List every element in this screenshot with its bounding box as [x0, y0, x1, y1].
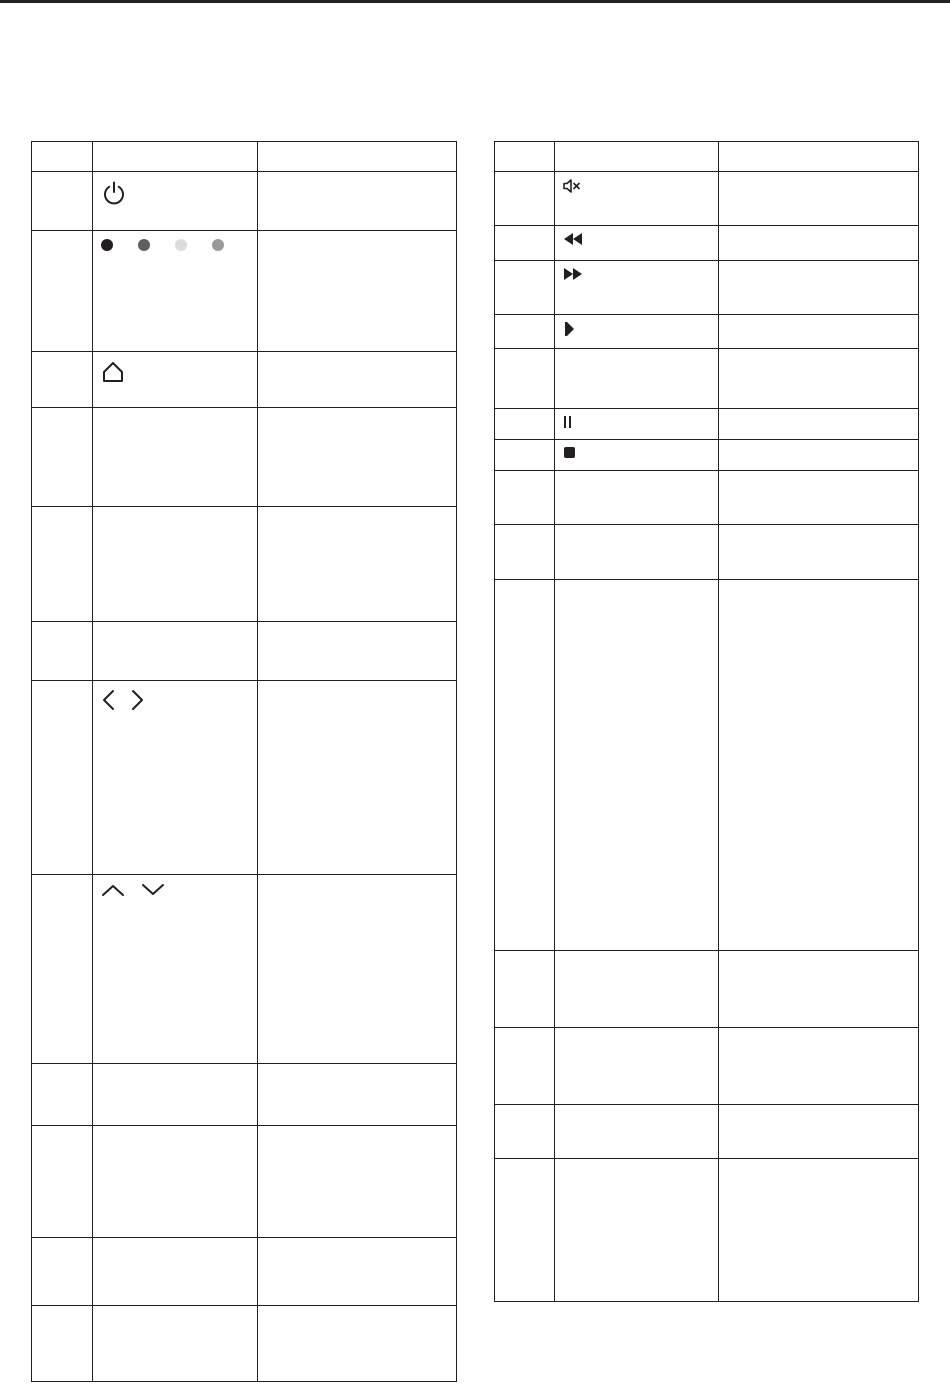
rewind-icon	[555, 226, 718, 246]
table-cell	[258, 172, 457, 231]
table-cell	[32, 622, 93, 681]
table-cell	[495, 142, 555, 172]
table-row	[495, 1105, 919, 1159]
table-cell	[32, 408, 93, 507]
table-cell	[719, 580, 919, 951]
table-cell	[93, 352, 258, 408]
table-cell	[93, 622, 258, 681]
home-icon	[93, 352, 257, 384]
table-cell	[32, 352, 93, 408]
table-cell	[258, 1064, 457, 1126]
table-cell	[93, 1064, 258, 1126]
table-cell	[32, 142, 93, 172]
table-row	[495, 261, 919, 315]
power-icon	[93, 172, 257, 206]
table-cell	[93, 142, 258, 172]
table-cell	[32, 1306, 93, 1382]
table-cell	[555, 315, 719, 349]
table-cell	[495, 1105, 555, 1159]
table-cell	[555, 1028, 719, 1105]
table-row	[495, 580, 919, 951]
table-row	[495, 1159, 919, 1302]
table-cell	[93, 681, 258, 875]
table-cell	[719, 226, 919, 261]
table-cell	[93, 408, 258, 507]
stop-icon	[555, 440, 718, 460]
table-cell	[495, 1159, 555, 1302]
table-cell	[32, 681, 93, 875]
table-cell	[719, 409, 919, 440]
table-cell	[32, 231, 93, 352]
table-cell	[495, 1028, 555, 1105]
table-cell	[719, 315, 919, 349]
table-cell	[258, 622, 457, 681]
table-row	[495, 172, 919, 226]
table-cell	[495, 349, 555, 409]
table-cell	[495, 580, 555, 951]
table-cell	[258, 507, 457, 622]
chevron-left-icon	[101, 689, 115, 711]
table-header-row	[32, 142, 457, 172]
table-cell	[555, 226, 719, 261]
table-cell	[495, 409, 555, 440]
table-cell	[555, 525, 719, 580]
table-row	[32, 172, 457, 231]
table-cell	[719, 261, 919, 315]
color-dot-3-icon	[175, 239, 187, 251]
table-cell	[495, 226, 555, 261]
table-cell	[719, 172, 919, 226]
table-cell	[258, 352, 457, 408]
table-cell	[93, 231, 258, 352]
table-cell	[32, 1064, 93, 1126]
table-row	[32, 875, 457, 1064]
right-key-table	[494, 141, 919, 1302]
table-row	[32, 1238, 457, 1306]
table-cell	[495, 525, 555, 580]
table-cell	[495, 440, 555, 471]
table-cell	[555, 1159, 719, 1302]
table-cell	[555, 142, 719, 172]
table-cell	[495, 471, 555, 525]
table-cell	[555, 261, 719, 315]
table-cell	[719, 440, 919, 471]
table-cell	[258, 408, 457, 507]
color-dot-4-icon	[212, 239, 224, 251]
color-dots	[93, 231, 257, 251]
table-cell	[719, 525, 919, 580]
table-cell	[719, 471, 919, 525]
table-row	[495, 525, 919, 580]
table-cell	[495, 261, 555, 315]
table-cell	[495, 951, 555, 1028]
table-header-row	[495, 142, 919, 172]
table-cell	[32, 172, 93, 231]
chevron-right-icon	[131, 689, 145, 711]
table-cell	[719, 1105, 919, 1159]
table-cell	[93, 507, 258, 622]
table-cell	[555, 1105, 719, 1159]
table-row	[32, 231, 457, 352]
left-key-table	[31, 141, 457, 1382]
table-cell	[93, 1306, 258, 1382]
left-right-arrows	[93, 681, 257, 711]
table-cell	[555, 951, 719, 1028]
table-row	[495, 471, 919, 525]
table-cell	[32, 1126, 93, 1238]
table-cell	[93, 172, 258, 231]
table-cell	[555, 580, 719, 951]
table-row	[32, 1126, 457, 1238]
table-cell	[32, 1238, 93, 1306]
table-row	[32, 1306, 457, 1382]
table-cell	[555, 349, 719, 409]
table-cell	[555, 471, 719, 525]
table-row	[495, 440, 919, 471]
chevron-down-icon	[141, 883, 165, 897]
table-row	[495, 951, 919, 1028]
table-cell	[258, 1238, 457, 1306]
table-cell	[258, 681, 457, 875]
top-rule	[0, 0, 950, 3]
table-cell	[719, 349, 919, 409]
table-cell	[719, 1028, 919, 1105]
table-row	[495, 409, 919, 440]
table-cell	[555, 172, 719, 226]
table-cell	[93, 875, 258, 1064]
table-row	[32, 681, 457, 875]
table-cell	[495, 172, 555, 226]
table-cell	[719, 1159, 919, 1302]
table-row	[32, 408, 457, 507]
mute-icon	[555, 172, 718, 194]
table-cell	[258, 1306, 457, 1382]
table-row	[495, 226, 919, 261]
table-row	[32, 622, 457, 681]
table-row	[32, 1064, 457, 1126]
table-row	[495, 315, 919, 349]
chevron-up-icon	[101, 883, 125, 897]
up-down-arrows	[93, 875, 257, 897]
table-cell	[32, 507, 93, 622]
color-dot-2-icon	[138, 239, 150, 251]
table-cell	[719, 142, 919, 172]
table-cell	[495, 315, 555, 349]
table-row	[32, 352, 457, 408]
pause-icon	[555, 409, 718, 429]
table-cell	[258, 142, 457, 172]
table-cell	[93, 1238, 258, 1306]
table-cell	[32, 875, 93, 1064]
fast-forward-icon	[555, 261, 718, 281]
table-cell	[555, 409, 719, 440]
table-row	[32, 507, 457, 622]
table-cell	[555, 440, 719, 471]
table-cell	[258, 231, 457, 352]
table-row	[495, 349, 919, 409]
table-cell	[258, 1126, 457, 1238]
table-cell	[258, 875, 457, 1064]
table-cell	[719, 951, 919, 1028]
table-cell	[93, 1126, 258, 1238]
color-dot-1-icon	[101, 239, 113, 251]
table-row	[495, 1028, 919, 1105]
play-icon	[555, 315, 718, 337]
